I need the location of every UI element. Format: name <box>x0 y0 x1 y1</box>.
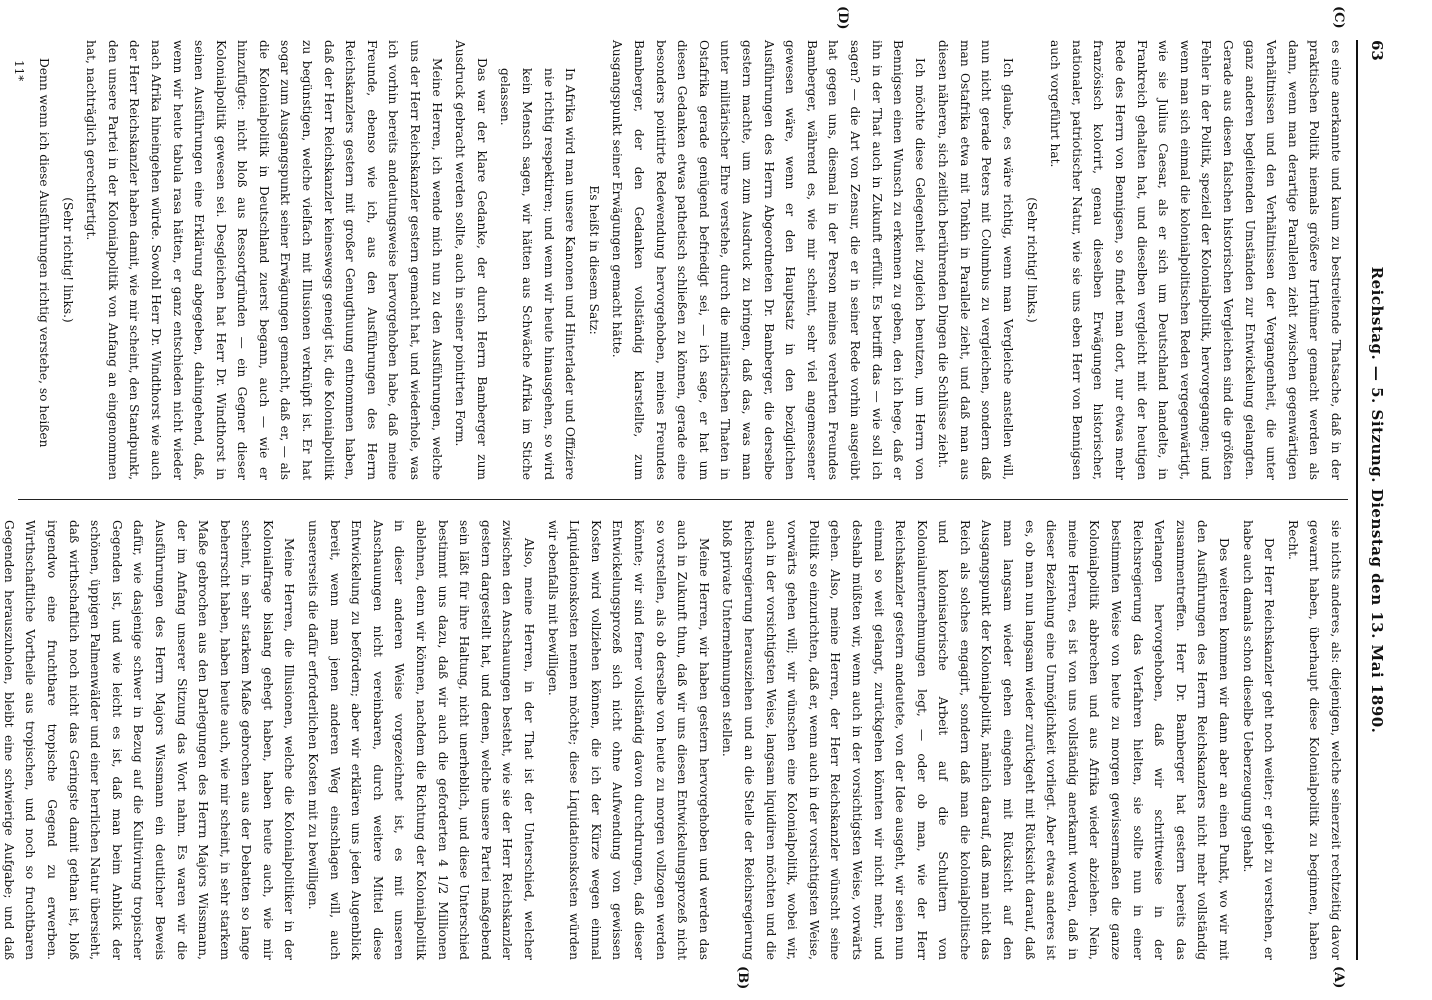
interjection: (Sehr richtig! links.) <box>60 197 75 323</box>
margin-marker-b: (B) <box>735 966 750 990</box>
paragraph: Es heißt in diesem Satz: <box>586 185 601 335</box>
page-title: Reichstag. — 5. Sitzung. Dienstag den 13. Mai 1890. <box>1368 266 1386 734</box>
paragraph: Denn wenn ich diese Ausführungen richtig verstehe, so heißen <box>36 58 51 448</box>
margin-marker-d: (D) <box>835 6 850 30</box>
margin-marker-a: (A) <box>1331 966 1346 989</box>
paragraph: Meine Herren, ich wende mich nun zu den Ausführungen, welche uns der Herr Reichskanzler gestern gemacht hat, und wiederhole, was ich vorhin bereits andeutungsweise hervorgehoben habe, daß meine Freunde, ebenso wie ich, aus den Ausführungen des Herrn Reichskanzlers gestern mit großer Genugthuung entnommen haben, daß der Herr Reichskanzler keineswegs geneigt ist, die Kolonialpolitik zu begünstigen, welche vielfach mit Illusionen verknüpft ist. Er hat sogar zum Ausgangspunkt seiner Erwägungen gemacht, daß er, — als die Kolonialpolitik in Deutschland zuerst begann, auch — wie er hinzufügte: nicht bloß aus Ressortgründen — ein Gegner dieser Kolonialpolitik gewesen sei. Desgleichen hat Herr Dr. Windthorst in seinen Ausführungen eine Erklärung abgegeben, dahingehend, daß, wenn wir heute tabula rasa hätten, er ganz entschieden nicht wieder nach Afrika hineingehen würde. Sowohl Herr Dr. Windthorst wie auch der Herr Reichskanzler haben damit, wie mir scheint, den Standpunkt, den unsere Partei in der Kolonialpolitik von Anfang an eingenommen hat, nachträglich gerechtfertigt. <box>84 40 444 480</box>
paragraph: Ich möchte diese Gelegenheit zugleich benutzen, um Herrn von Bennigsen einen Wunsch zu erkennen zu geben, den ich hege, daß er ihn in der That auch in Zukunft erfüllt. Es betrifft das — wie soll ich sagen? — die Art von Zensur, die er in seiner Rede vorhin ausgeübt hat gegen uns, diesmal in der Person meines verehrten Freundes Bamberger, während es, wie mir scheint, sehr viel angemessener gewesen wäre, wenn er den Hauptsatz in den bezüglichen Ausführungen des Herrn Abgeordneten Dr. Bamberger, die derselbe gestern machte, um zum Ausdruck zu bringen, daß das, was man unter militärischer Ehre verstehe, durch die militärischen Thaten in Ostafrika gerade genügend befriedigt sei, — ich sage, er hat um diesen Gedanken etwas pathetisch schließen zu können, gerade eine besonders pointirte Redewendung hervorgehoben, meines Freundes Bamberger, der den Gedanken vollständig klarstellte, zum Ausgangspunkt seiner Erwägungen gemacht hätte. <box>610 40 927 480</box>
paragraph: Ich glaube, es wäre richtig, wenn man Vergleiche anstellen will, nun nicht gerade Peters mit Columbus zu vergleichen, sondern daß man Ostafrika etwa mit Tonkin in Parallele zieht, und daß man aus diesen näheren, sich zeitlich berührenden Dingen die Schlüsse zieht. <box>936 40 1016 480</box>
paragraph: Meine Herren, wir haben gestern hervorgehoben und werden das auch in Zukunft thun, daß wir uns diesen Entwickelungsprozeß nicht so vorstellen, als ob derselbe von heute zu morgen vollzogen werden könnte; wir sind ferner vollständig davon durchdrungen, daß dieser Entwickelungsprozeß sich nicht ohne Aufwendung von gewissen Kosten wird vollziehen können, die ich der Kürze wegen einmal Liquidationskosten nennen möchte; diese Liquidationskosten würden wir ebenfalls mit bewilligen. <box>545 520 711 960</box>
paragraph: Das war der klare Gedanke, der durch Herrn Bamberger zum Ausdruck gebracht werden sollte, auch in seiner pointirten Form. <box>453 40 489 480</box>
paragraph: Des weiteren kommen wir dann aber an einen Punkt, wo wir mit den Ausführungen des Herrn Reichskanzlers nicht mehr vollständig zusammentreffen. Herr Dr. Bamberger hat gestern bereits das Verlangen hervorgehoben, daß wir schrittweise in der Reichsregierung das Verfahren hielten, sie sollte nun in einer bestimmten Weise von heute zu morgen gewissermaßen die ganze Kolonialpolitik abbrechen und aus Afrika wieder abziehen. Nein, meine Herren, es ist von uns vollständig anerkannt worden, daß in dieser Beziehung eine Unmöglichkeit vorliegt. Aber etwas anderes ist es, ob man nun langsam wieder zurückgeht mit Rücksicht darauf, daß man langsam wieder gehen eingehen mit Rücksicht auf den Ausgangspunkt der Kolonialpolitik, nämlich darauf, daß man nicht das Reich als solches engagirt, sondern daß man die kolonialpolitische und kolonisatorische Arbeit auf die Schultern von Kolonialunternehmungen legt, — oder ob man, wie der Herr Reichskanzler gestern andeutete, von der Idee ausgeht, wir seien nun einmal so weit gelangt, zurückgehen könnten wir nicht mehr, und deshalb müßten wir, wenn auch in der vorsichtigsten Weise, vorwärts gehen. Also, meine Herren, der Herr Reichskanzler wünscht seine Politik so einzurichten, daß er, wenn auch in der vorsichtigsten Weise, vorwärts gehen will; wir wünschen eine Kolonialpolitik, wobei wir, auch in der vorsichtigsten Weise, langsam liquidiren möchten und die Reichsregierung herausziehen und an die Stelle der Reichsregierung bloß private Unternehmungen stellen. <box>720 520 1232 960</box>
column-divider <box>18 499 1348 500</box>
right-column <box>1 520 1346 960</box>
paragraph: Meine Herren, die Illusionen, welche die Kolonialpolitiker in der Kolonialfrage bislang gehegt haben, haben heute auch, wie mir scheint, in sehr starkem Maße gebrochen aus der Debatten so lange beherrscht haben, haben heute auch, wie mir scheint, in sehr starkem Maße gebrochen aus den Darlegungen des Herrn Majors Wissmann, der im Anfang unserer Sitzung das Wort nahm. Es waren wir die Ausführungen des Herrn Majors Wissmann ein deutlicher Beweis dafür, wie dasjenige schwer in Bezug auf die Kultivirung tropischer Gegenden ist, und wie leicht es ist, daß man beim Anblick der schönen, üppigen Palmenwälder und einer herrlichen Natur übersieht, daß wirthschaftlich noch nicht das Geringste damit gethan ist, bloß irgendwo eine fruchtbare tropische Gegend zu erwerben. Wirthschaftliche Vortheile aus tropischen, und noch so fruchtbaren Gegenden herauszuholen, bleibt eine schwierige Aufgabe; und daß <box>1 520 297 960</box>
paragraph: es eine anerkannte und kaum zu bestreitende Thatsache, daß in der praktischen Politik niemals größere Irrthümer gemacht werden als dann, wenn man derartige Parallelen zieht zwischen gegenwärtigen Verhältnissen und den Verhältnissen der Vergangenheit, die unter ganz anderen begleitenden Umständen zur Entwickelung gelangten. Gerade aus diesen falschen historischen Vergleichen sind die größten Fehler in der Politik, speziell der Kolonialpolitik, hervorgegangen; und wenn man sich einmal die kolonialpolitischen Reden vergegenwärtigt, wie sie Julius Caesar, als er sich um Deutschland handelte, in Frankreich gehalten hat, und dieselben vergleicht mit der heutigen Rede des Herrn von Bennigsen, so findet man dort, nur etwas mehr französisch kolorirt, genau dieselben Erwägungen historischer, nationaler, patriotischer Natur, wie sie uns eben Herr von Bennigsen auch vorgeführt hat. <box>1048 40 1343 480</box>
paragraph: sie nichts anderes, als: diejenigen, welche seinerzeit rechtzeitig davor gewarnt haben, überhaupt diese Kolonialpolitik zu beginnen, haben Recht. <box>1285 520 1343 960</box>
paragraph: Der Herr Reichskanzler geht noch weiter; er giebt zu verstehen, er habe auch damals schon dieselbe Ueberzeugung gehabt. <box>1240 520 1277 960</box>
paragraph: Also, meine Herren, in der That ist der Unterschied, welcher zwischen den Anschauungen besteht, wie sie der Herr Reichskanzler gestern dargestellt hat, und denen, welche unsere Partei maßgebend sein läßt für ihre Haltung, nicht unerheblich, und diese Unterschied bestimmt uns dazu, daß wir auch die geforderten 4 1/2 Millionen ablehnen, denn wir können, nachdem die Richtung der Kolonialpolitik in dieser anderen Weise vorgezeichnet ist, es mit unseren Anschauungen nicht vereinbaren, durch weitere Mittel diese Entwickelung zu befördern; aber wir erklären uns jeden Augenblick bereit, wenn man jenen anderen Weg einschlagen will, auch unsererseits die dafür erforderlichen Kosten mit zu bewilligen. <box>306 520 537 960</box>
quotation: In Afrika wird man unsere Kanonen und Hinterlader und Offiziere nie richtig respektiren; und wenn wir heute hinausgehen, so wird kein Mensch sagen, wir hätten aus Schwäche Afrika im Stiche gelassen. <box>498 68 578 480</box>
interjection: (Sehr richtig! links.) <box>1024 197 1039 323</box>
left-column <box>26 40 1346 480</box>
margin-marker-c: (C) <box>1331 6 1346 29</box>
page-number: 63 <box>1368 40 1386 61</box>
page-header <box>1356 40 1392 960</box>
signature-number: 11* <box>12 60 26 82</box>
